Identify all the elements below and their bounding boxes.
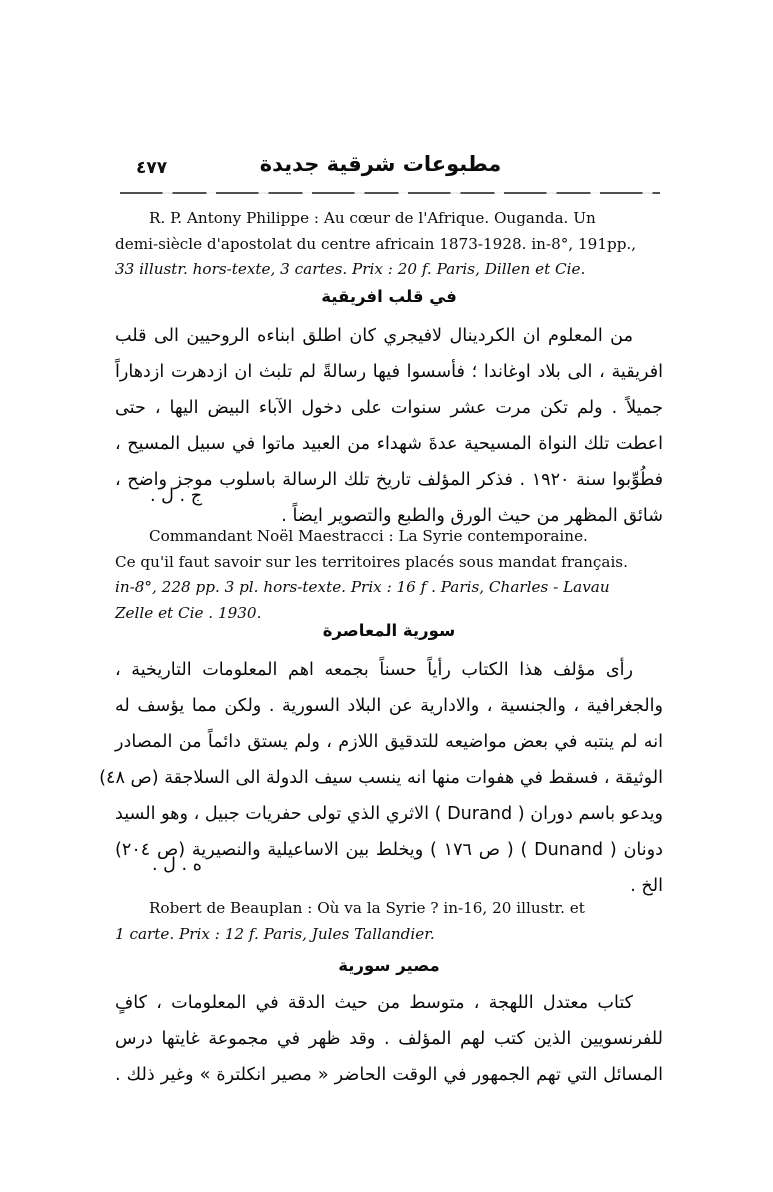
body-line: افريقية ، الى بلاد اوغاندا ؛ فأسسوا فيها رسالةً لم تلبث ان ازدهرت ازدهاراً <box>115 362 663 382</box>
body-line: شائق المظهر من حيث الورق والطبع والتصوير ايضاً . <box>281 506 663 526</box>
body-line: المسائل التي تهم الجمهور في الوقت الحاضر « مصير انكلترة » وغير ذلك . <box>115 1065 663 1085</box>
citation-line: 1 carte. Prix : 12 f. Paris, Jules Tallandier. <box>115 924 435 943</box>
citation-beauplan <box>115 896 663 947</box>
body-line: الخ . <box>630 876 663 896</box>
section-heading-philippe: في قلب افريقية <box>321 287 457 306</box>
body-line: رأى مؤلف هذا الكتاب رأياً حسناً بجمعه اهم المعلومات التاريخية ، <box>115 660 633 680</box>
body-line: من المعلوم ان الكردينال لافيجري كان اطلق ابناءه الروحيين الى قلب <box>115 326 633 346</box>
body-line: والجغرافية ، والجنسية ، والادارية عن البلاد السورية . ولكن مما يؤسف له <box>115 696 663 716</box>
body-line: اعطت تلك النواة المسيحية عدةَ شهداء من العبيد ماتوا في سبيل المسيح ، <box>115 434 663 454</box>
page-folio-number: ٤٧٧ <box>136 158 168 178</box>
citation-line: demi-siècle d'apostolat du centre africain 1873-1928. in-8°, 191pp., <box>115 234 637 253</box>
body-line: فطُوِّبوا سنة ١٩٢٠ . فذكر المؤلف تاريخ تلك الرسالة باسلوب موجز واضح ، <box>115 470 663 490</box>
reviewer-signature-maestracci: ه . ل . <box>152 855 202 875</box>
citation-line: Ce qu'il faut savoir sur les territoires placés sous mandat français. <box>115 552 628 571</box>
section-heading-beauplan: مصير سورية <box>338 956 440 975</box>
header-rule <box>120 192 660 194</box>
citation-line: in-8°, 228 pp. 3 pl. hors-texte. Prix : 16 f . Paris, Charles - Lavau <box>115 578 610 596</box>
body-line: الوثيقة ، فسقط في هفوات منها انه ينسب سيف الدولة الى السلاجقة (ص ٤٨) <box>99 768 663 788</box>
running-head-title: مطبوعات شرقية جديدة <box>259 152 502 176</box>
citation-maestracci <box>115 524 663 626</box>
body-line: كتاب معتدل اللهجة ، متوسط من حيث الدقة في المعلومات ، كافٍ <box>115 993 633 1013</box>
body-line: للفرنسويين الذين كتب لهم المؤلف . وقد ظهر في مجموعة غايتها درس <box>115 1029 663 1049</box>
section-heading-maestracci: سورية المعاصرة <box>322 621 456 640</box>
review-body-beauplan <box>115 985 663 1093</box>
body-line: انه لم ينتبه في بعض مواضيعه للتدقيق اللازم ، ولم يستق دائماً من المصادر <box>115 732 663 752</box>
running-head <box>118 152 663 184</box>
citation-line: 33 illustr. hors-texte, 3 cartes. Prix : 20 f. Paris, Dillen et Cie. <box>115 260 586 278</box>
body-line: دونان ( Dunand ) ( ص ١٧٦ ) ويخلط بين الاساعيلية والنصيرية (ص ٢٠٤) <box>115 840 663 860</box>
body-line: جميلاً . ولم تكن مرت عشر سنوات على دخول الآباء البيض اليها ، حتى <box>115 398 663 418</box>
reviewer-signature-philippe: ج . ل . <box>150 486 203 506</box>
body-line: ويدعو باسم دوران ( Durand ) الاثري الذي تولى حفريات جبيل ، وهو السيد <box>115 804 663 824</box>
citation-line: Commandant Noël Maestracci : La Syrie contemporaine. <box>149 527 588 545</box>
citation-line: Robert de Beauplan : Où va la Syrie ? in-16, 20 illustr. et <box>149 899 585 917</box>
citation-line: Zelle et Cie . 1930. <box>115 603 262 622</box>
citation-philippe <box>115 206 663 283</box>
citation-line: R. P. Antony Philippe : Au cœur de l'Afrique. Ouganda. Un <box>149 209 596 227</box>
